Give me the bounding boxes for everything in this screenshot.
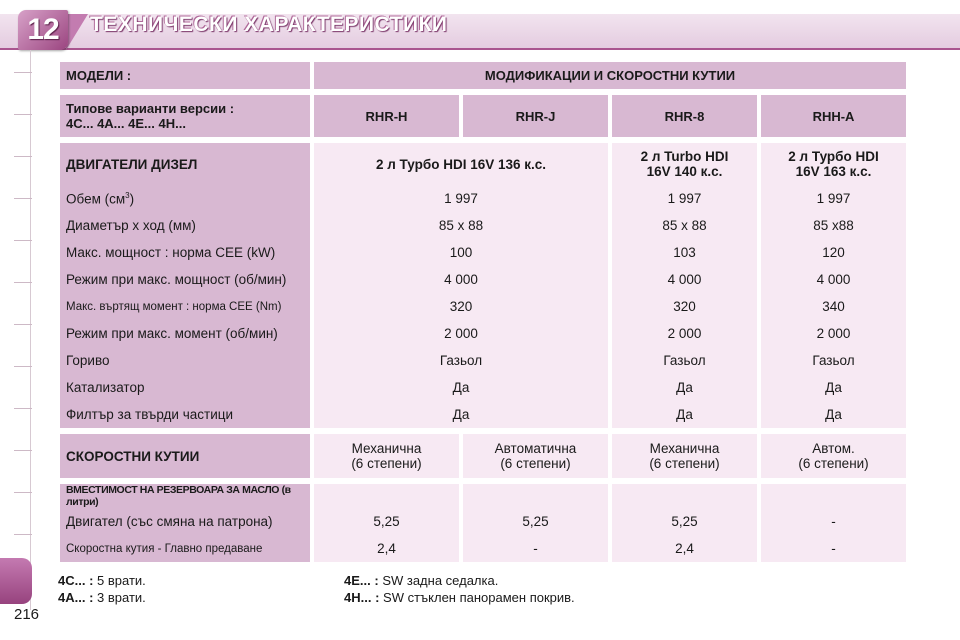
variants-label	[60, 95, 310, 137]
engine-163-line2: 16V 163 к.с.	[795, 164, 872, 179]
binder-strip	[0, 50, 36, 610]
table-row	[60, 347, 906, 374]
gearbox-type: Механична	[649, 441, 720, 456]
engine-163-line1: 2 л Турбо HDI	[788, 149, 879, 164]
cell-value: 1 997	[314, 185, 608, 212]
engines-label: ДВИГАТЕЛИ ДИЗЕЛ	[60, 143, 310, 185]
row-label: Макс. мощност : норма CEE (kW)	[60, 239, 310, 266]
engine-163	[761, 143, 906, 185]
cell-value: 85 x 88	[314, 212, 608, 239]
cell-value: Газьол	[612, 347, 757, 374]
row-label: Диаметър х ход (мм)	[60, 212, 310, 239]
gearbox-speeds: (6 степени)	[500, 456, 571, 471]
gearbox-cell	[314, 434, 459, 478]
cell-value: Да	[761, 401, 906, 428]
binder-tick	[14, 282, 32, 283]
chapter-tab[interactable]	[0, 558, 32, 604]
code-rhh-a: RHH-A	[761, 95, 906, 137]
spec-table	[56, 62, 910, 562]
table-row	[60, 185, 906, 212]
engine-140	[612, 143, 757, 185]
footnote-key: 4A... :	[58, 590, 94, 605]
cell-value: 100	[314, 239, 608, 266]
engine-136: 2 л Турбо HDI 16V 136 к.с.	[314, 143, 608, 185]
footnote-text: SW стъклен панорамен покрив.	[383, 590, 575, 605]
cell-value: 85 x 88	[612, 212, 757, 239]
table-row	[60, 95, 906, 137]
binder-tick	[14, 72, 32, 73]
models-label: МОДЕЛИ :	[60, 62, 310, 89]
footnote-key: 4H... :	[344, 590, 380, 605]
footnote-text: 5 врати.	[97, 573, 146, 588]
oil-engine-label: Двигател (със смяна на патрона)	[60, 508, 310, 535]
cell-value: -	[761, 535, 906, 562]
cell-value: 2 000	[612, 320, 757, 347]
footnotes-right	[344, 572, 575, 606]
cell-value: -	[463, 535, 608, 562]
gearbox-speeds: (6 степени)	[798, 456, 869, 471]
binder-tick	[14, 408, 32, 409]
cell-value: 120	[761, 239, 906, 266]
cell-value: 2,4	[612, 535, 757, 562]
cell-value: 2,4	[314, 535, 459, 562]
cell-value: Да	[761, 374, 906, 401]
binder-tick	[14, 324, 32, 325]
footnote	[58, 572, 146, 589]
volume-label-sup: 3	[125, 190, 130, 200]
cell-value: 4 000	[761, 266, 906, 293]
volume-label	[60, 185, 310, 212]
cell-value: 2 000	[314, 320, 608, 347]
cell-value: 5,25	[314, 508, 459, 535]
variants-label-line2: 4C... 4A... 4E... 4H...	[66, 116, 186, 131]
binder-tick	[14, 156, 32, 157]
volume-label-tail: )	[129, 191, 135, 207]
row-label: Филтър за твърди частици	[60, 401, 310, 428]
footnote	[58, 589, 146, 606]
cell-value: Да	[612, 401, 757, 428]
cell-value: 85 x88	[761, 212, 906, 239]
gearbox-type: Автом.	[812, 441, 855, 456]
cell-value: 103	[612, 239, 757, 266]
page-number: 216	[14, 606, 40, 623]
table-row	[60, 320, 906, 347]
cell-value: Да	[314, 401, 608, 428]
cell-value: 1 997	[612, 185, 757, 212]
table-row	[60, 212, 906, 239]
table-row	[60, 508, 906, 535]
binder-line	[30, 50, 31, 610]
table-row	[60, 535, 906, 562]
binder-tick	[14, 366, 32, 367]
footnote-text: SW задна седалка.	[382, 573, 499, 588]
cell-value: 1 997	[761, 185, 906, 212]
table-row	[60, 293, 906, 320]
cell-empty	[463, 484, 608, 508]
binder-tick	[14, 534, 32, 535]
table-row	[60, 62, 906, 89]
table-row	[60, 484, 906, 508]
table-row	[60, 266, 906, 293]
variants-label-line1: Типове варианти версии :	[66, 101, 235, 116]
gearbox-speeds: (6 степени)	[351, 456, 422, 471]
binder-tick	[14, 450, 32, 451]
cell-value: 320	[314, 293, 608, 320]
engine-140-line2: 16V 140 к.с.	[646, 164, 723, 179]
oil-gearbox-label: Скоростна кутия - Главно предаване	[60, 535, 310, 562]
gearbox-type: Механична	[351, 441, 422, 456]
cell-value: Да	[612, 374, 757, 401]
table-row	[60, 374, 906, 401]
chapter-badge	[18, 10, 68, 50]
gearbox-label: СКОРОСТНИ КУТИИ	[60, 434, 310, 478]
row-label: Режим при макс. мощност (об/мин)	[60, 266, 310, 293]
row-label: Макс. въртящ момент : норма CEE (Nm)	[60, 293, 310, 320]
engine-140-line1: 2 л Turbo HDI	[640, 149, 729, 164]
cell-value: 4 000	[314, 266, 608, 293]
gearbox-cell	[612, 434, 757, 478]
cell-empty	[761, 484, 906, 508]
footnote-text: 3 врати.	[97, 590, 146, 605]
cell-value: 4 000	[612, 266, 757, 293]
table-row	[60, 401, 906, 428]
cell-value: Газьол	[761, 347, 906, 374]
cell-empty	[314, 484, 459, 508]
row-label: Катализатор	[60, 374, 310, 401]
footnote	[344, 589, 575, 606]
page-title: ТЕХНИЧЕСКИ ХАРАКТЕРИСТИКИ	[90, 13, 448, 36]
footnotes-left	[58, 572, 146, 606]
cell-value: 5,25	[463, 508, 608, 535]
cell-empty	[612, 484, 757, 508]
cell-value: -	[761, 508, 906, 535]
cell-value: Да	[314, 374, 608, 401]
volume-label-text: Обем (см	[66, 191, 126, 207]
footnote-key: 4C... :	[58, 573, 94, 588]
row-label: Гориво	[60, 347, 310, 374]
footnote	[344, 572, 575, 589]
gearbox-cell	[463, 434, 608, 478]
binder-tick	[14, 240, 32, 241]
code-rhr-8: RHR-8	[612, 95, 757, 137]
header-decoration	[66, 14, 88, 50]
modifications-label: МОДИФИКАЦИИ И СКОРОСТНИ КУТИИ	[314, 62, 906, 89]
cell-value: 2 000	[761, 320, 906, 347]
table-row	[60, 239, 906, 266]
cell-value: 320	[612, 293, 757, 320]
cell-value: 340	[761, 293, 906, 320]
gearbox-cell	[761, 434, 906, 478]
binder-tick	[14, 114, 32, 115]
binder-tick	[14, 198, 32, 199]
table-row	[60, 143, 906, 185]
cell-value: 5,25	[612, 508, 757, 535]
capacity-label: ВМЕСТИМОСТ НА РЕЗЕРВОАРА ЗА МАСЛО (в литри)	[60, 484, 310, 508]
code-rhr-h: RHR-H	[314, 95, 459, 137]
cell-value: Газьол	[314, 347, 608, 374]
table-row	[60, 434, 906, 478]
chapter-number: 12	[27, 13, 59, 46]
gearbox-type: Автоматична	[494, 441, 577, 456]
footnote-key: 4E... :	[344, 573, 379, 588]
row-label: Режим при макс. момент (об/мин)	[60, 320, 310, 347]
gearbox-speeds: (6 степени)	[649, 456, 720, 471]
code-rhr-j: RHR-J	[463, 95, 608, 137]
binder-tick	[14, 492, 32, 493]
